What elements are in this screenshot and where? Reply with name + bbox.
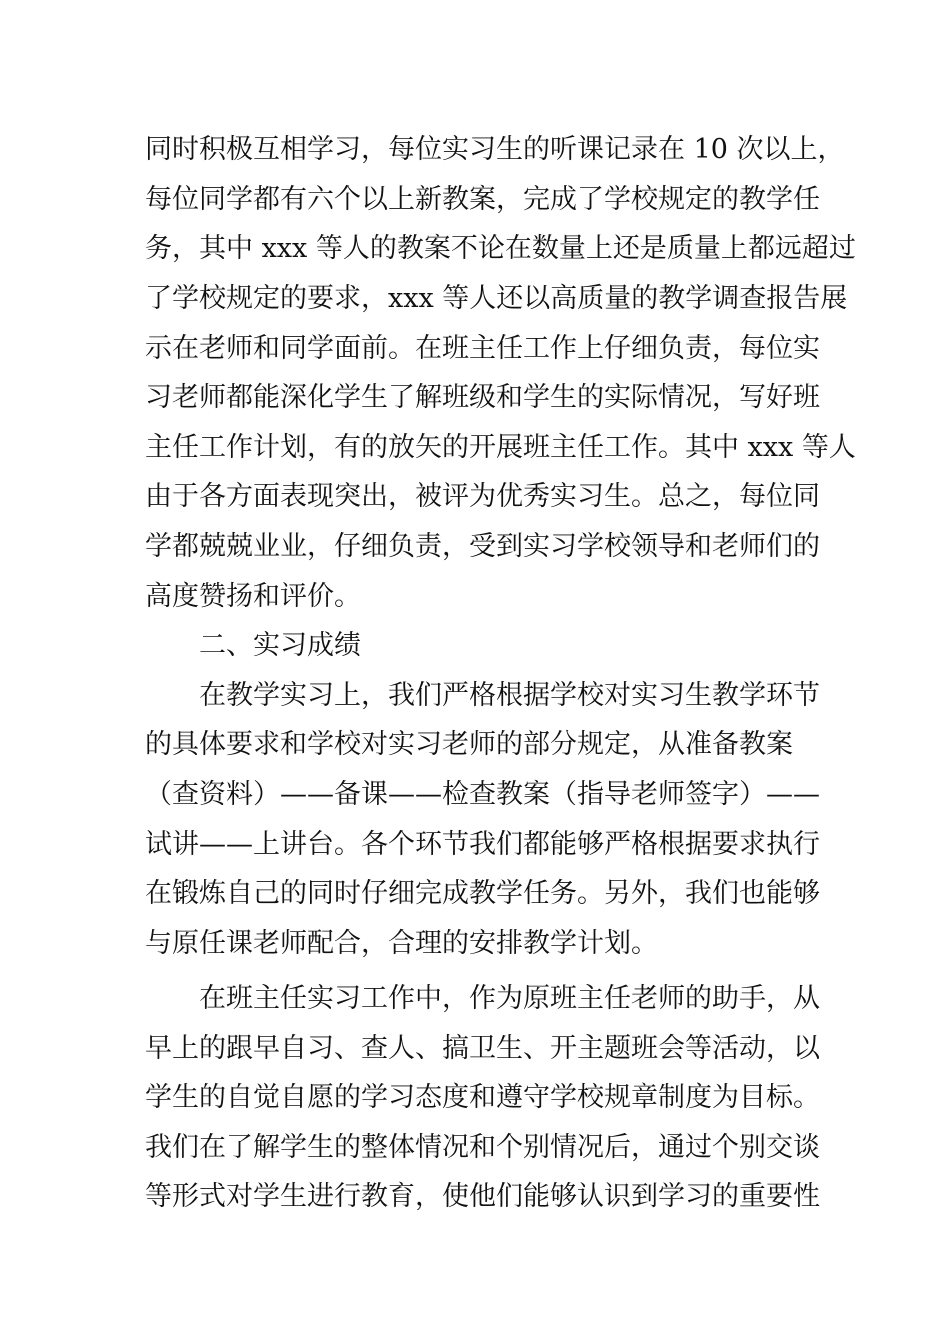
text-line: 习老师都能深化学生了解班级和学生的实际情况，写好班: [145, 382, 820, 413]
text-line: 在班主任实习工作中，作为原班主任老师的助手，从: [199, 983, 820, 1014]
text-line: 的具体要求和学校对实习老师的部分规定，从准备教案: [145, 729, 793, 760]
text-line: 示在老师和同学面前。在班主任工作上仔细负责，每位实: [145, 333, 820, 364]
text-line: 学都兢兢业业，仔细负责，受到实习学校领导和老师们的: [145, 531, 820, 562]
text-line: 在教学实习上，我们严格根据学校对实习生教学环节: [199, 680, 820, 711]
text-line: 与原任课老师配合，合理的安排教学计划。: [145, 928, 658, 959]
text-line: 每位同学都有六个以上新教案，完成了学校规定的教学任: [145, 184, 820, 215]
text-line: 主任工作计划，有的放矢的开展班主任工作。其中 xxx 等人: [145, 432, 856, 463]
text-line: 高度赞扬和评价。: [145, 581, 361, 612]
text-line: 同时积极互相学习，每位实习生的听课记录在 10 次以上，: [145, 134, 845, 165]
text-line: 务，其中 xxx 等人的教案不论在数量上还是质量上都远超过: [145, 233, 856, 264]
text-line: 试讲——上讲台。各个环节我们都能够严格根据要求执行: [145, 829, 820, 860]
text-line: 学生的自觉自愿的学习态度和遵守学校规章制度为目标。: [145, 1082, 820, 1113]
text-line: 了学校规定的要求，xxx 等人还以高质量的教学调查报告展: [145, 283, 848, 314]
text-line: 早上的跟早自习、查人、搞卫生、开主题班会等活动，以: [145, 1033, 820, 1064]
text-line: 我们在了解学生的整体情况和个别情况后，通过个别交谈: [145, 1132, 820, 1163]
text-line: （查资料）——备课——检查教案（指导老师签字）——: [145, 779, 820, 810]
text-line: 在锻炼自己的同时仔细完成教学任务。另外，我们也能够: [145, 878, 820, 909]
text-line: 由于各方面表现突出，被评为优秀实习生。总之，每位同: [145, 481, 820, 512]
section-heading: 二、实习成绩: [199, 630, 361, 661]
text-line: 等形式对学生进行教育，使他们能够认识到学习的重要性: [145, 1181, 820, 1212]
